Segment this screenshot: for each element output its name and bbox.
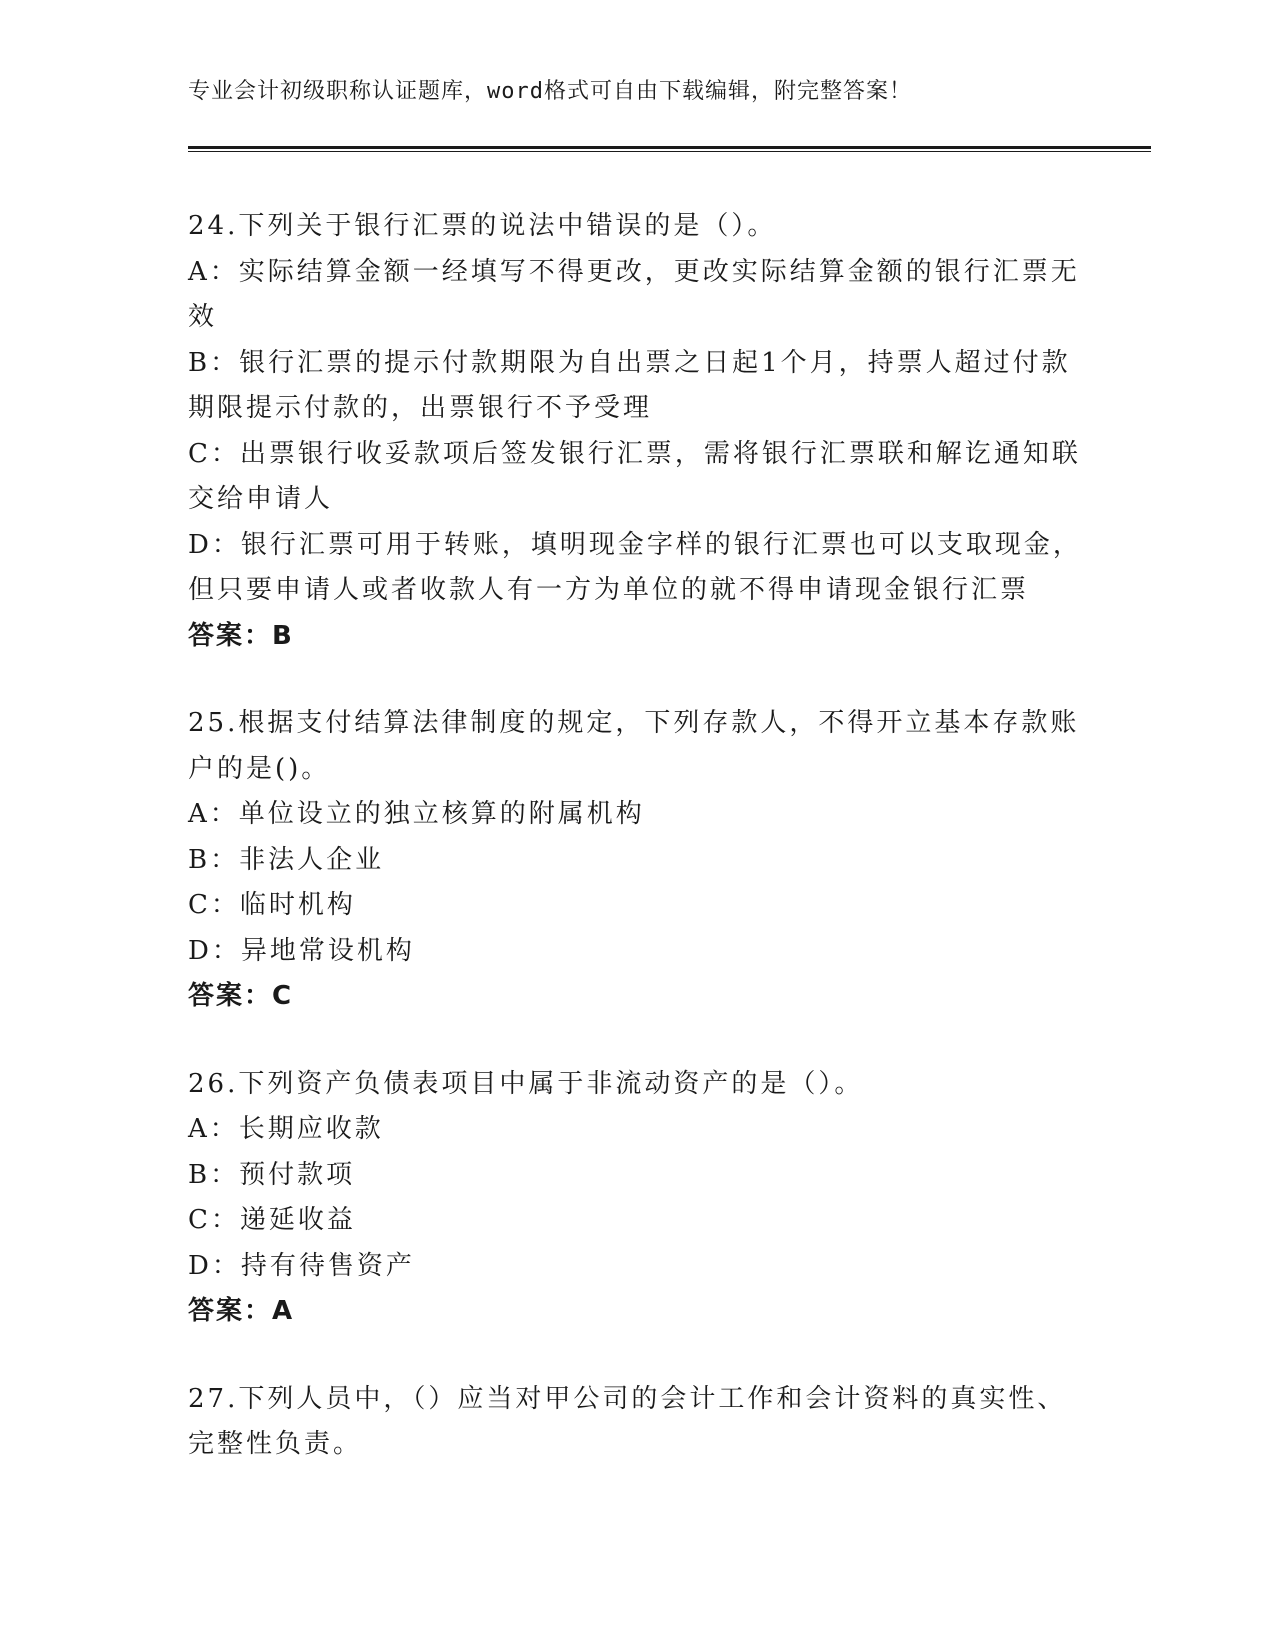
- question-stem: 27.下列人员中，（）应当对甲公司的会计工作和会计资料的真实性、完整性负责。: [188, 1383, 1067, 1459]
- question-25: [188, 701, 1088, 1020]
- answer-label: 答案：A: [188, 1296, 295, 1326]
- option-c: C：临时机构: [188, 890, 356, 920]
- question-stem: 26.下列资产负债表项目中属于非流动资产的是（）。: [188, 1068, 864, 1099]
- option-d: D：异地常设机构: [188, 935, 415, 966]
- option-a: A：单位设立的独立核算的附属机构: [188, 799, 645, 829]
- option-d: D：银行汇票可用于转账，填明现金字样的银行汇票也可以支取现金，但只要申请人或者收款人有一方为单位的就不得申请现金银行汇票: [188, 529, 1082, 605]
- answer-label: 答案：C: [188, 981, 294, 1011]
- option-b: B：预付款项: [188, 1159, 356, 1190]
- option-a: A：实际结算金额一经填写不得更改，更改实际结算金额的银行汇票无效: [188, 256, 1080, 332]
- question-27: [188, 1377, 1088, 1468]
- header-divider-thin: [188, 151, 1151, 152]
- option-a: A：长期应收款: [188, 1114, 384, 1144]
- question-stem: 24.下列关于银行汇票的说法中错误的是（）。: [188, 211, 777, 241]
- answer-label: 答案：B: [188, 620, 294, 651]
- option-b: B：非法人企业: [188, 844, 385, 875]
- header-divider-thick: [188, 146, 1151, 149]
- question-26: [188, 1062, 1088, 1335]
- question-24: [188, 204, 1088, 659]
- question-list: [188, 204, 1088, 1510]
- option-c: C：出票银行收妥款项后签发银行汇票，需将银行汇票联和解讫通知联交给申请人: [188, 438, 1081, 514]
- question-stem: 25.根据支付结算法律制度的规定，下列存款人，不得开立基本存款账户的是()。: [188, 708, 1080, 784]
- option-d: D：持有待售资产: [188, 1250, 415, 1281]
- document-header: 专业会计初级职称认证题库，word格式可自由下载编辑，附完整答案！: [188, 79, 912, 104]
- option-b: B：银行汇票的提示付款期限为自出票之日起1个月，持票人超过付款期限提示付款的，出票银行不予受理: [188, 347, 1071, 423]
- option-c: C：递延收益: [188, 1205, 356, 1235]
